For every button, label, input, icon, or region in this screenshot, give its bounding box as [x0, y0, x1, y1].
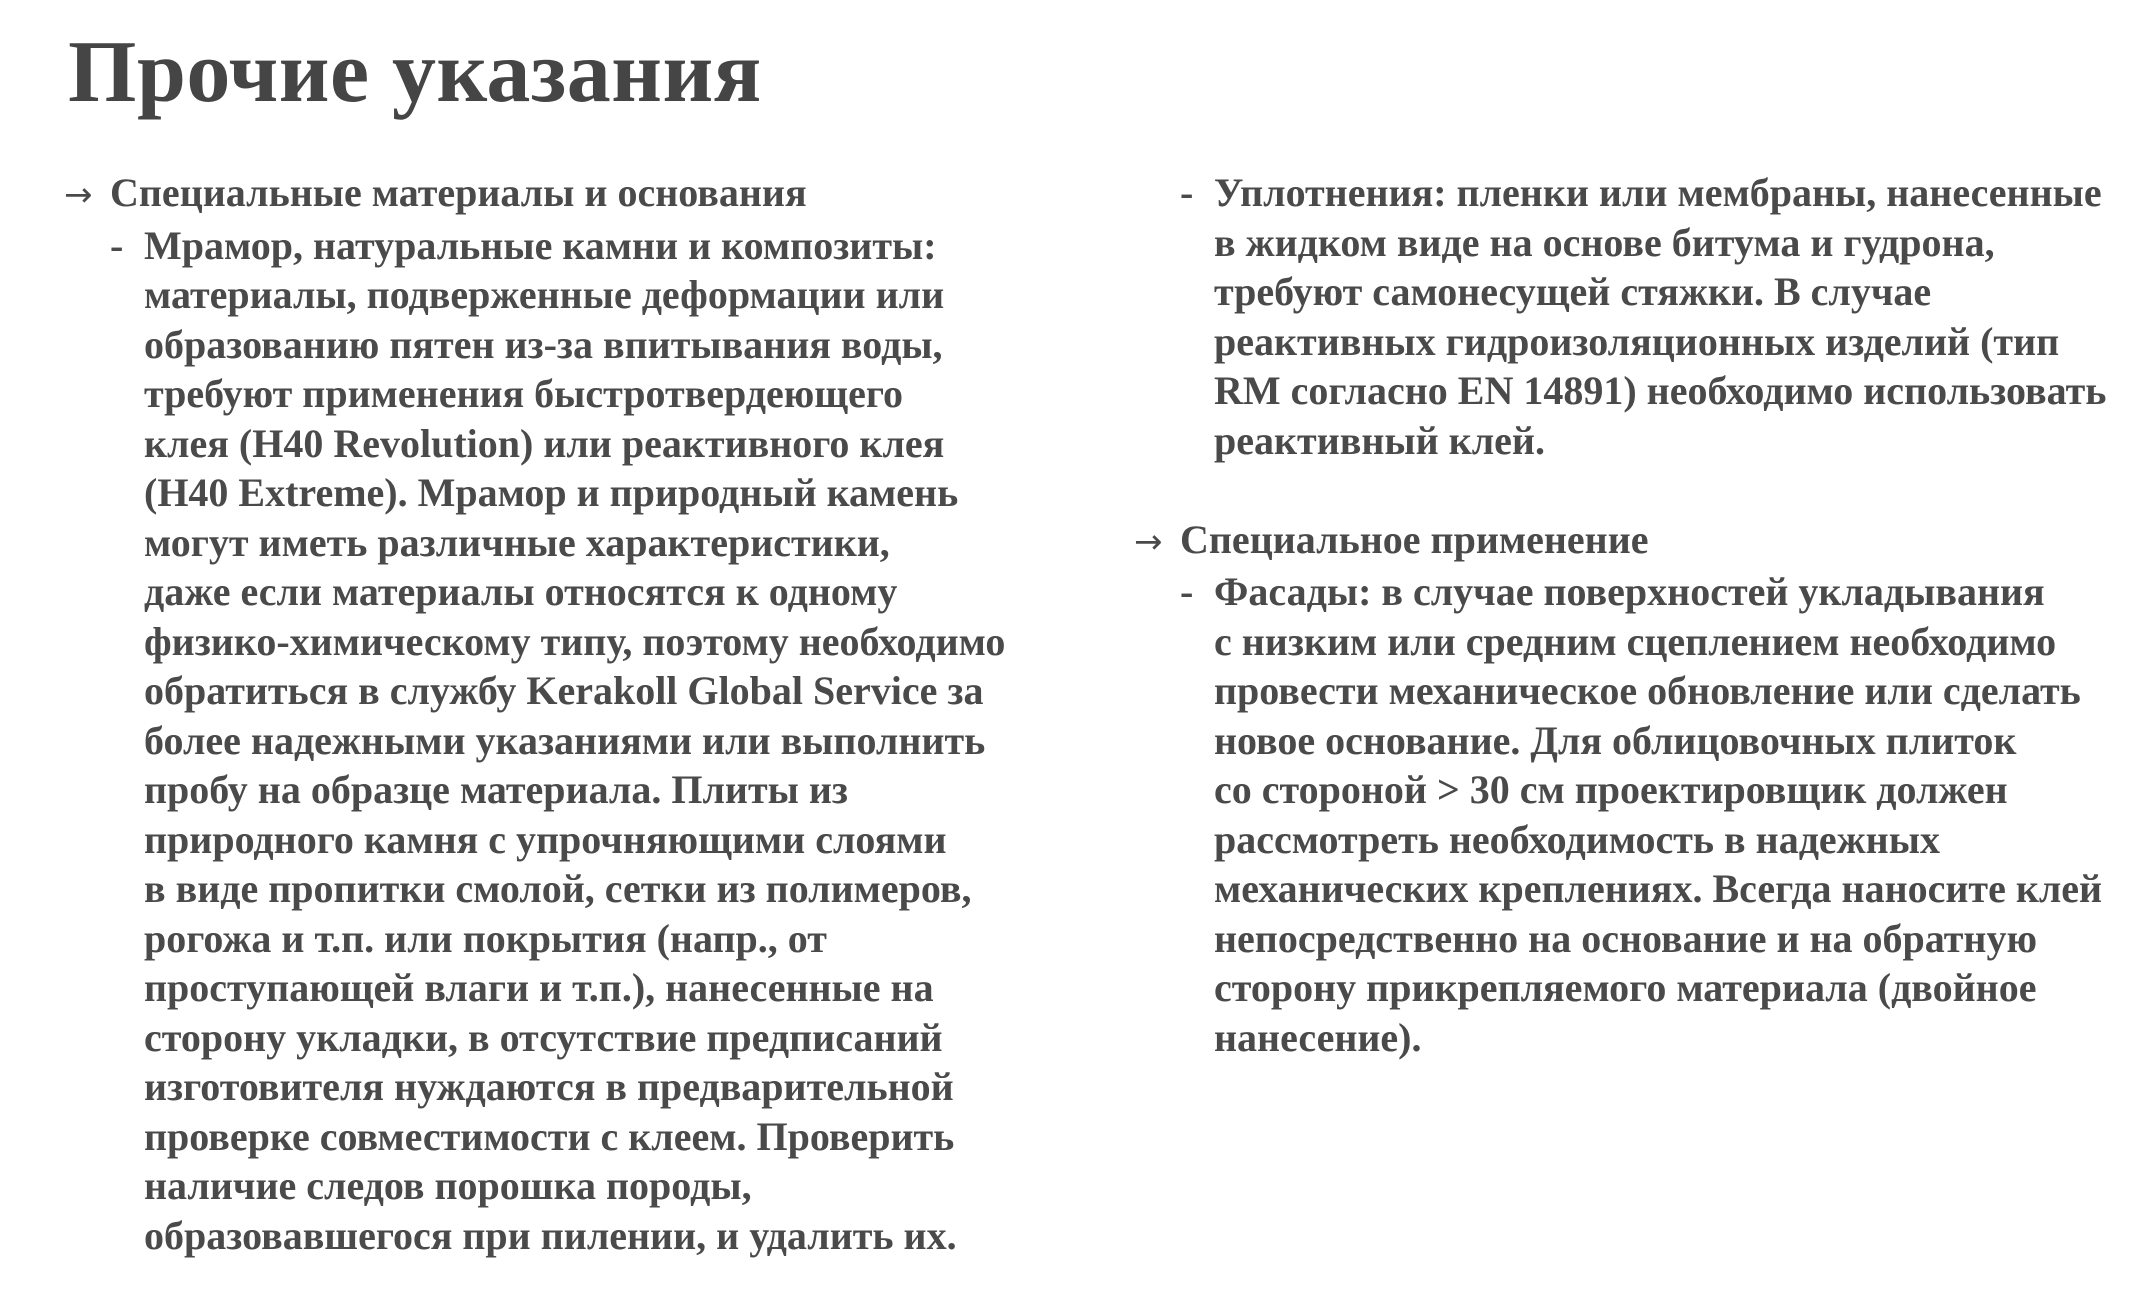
text-line: провести механическое обновление или сделать: [1214, 668, 2081, 713]
text-line: с низким или средним сцеплением необходимо: [1214, 618, 2057, 664]
text-line: рассмотреть необходимость в надежных: [1214, 816, 1940, 862]
text-line: сторону укладки, в отсутствие предписаний: [144, 1014, 943, 1060]
text-line: непосредственно на основание и на обратную: [1214, 915, 2038, 961]
text-line: реактивный клей.: [1214, 417, 1545, 463]
text-line: RM согласно EN 14891) необходимо использовать: [1214, 368, 2107, 413]
section-heading-text: Специальное применение: [1180, 516, 1649, 562]
text-line: Мрамор, натуральные камни и композиты:: [144, 222, 937, 268]
text-line: проступающей влаги и т.п.), нанесенные на: [144, 965, 934, 1010]
text-line: материалы, подверженные деформации или: [144, 272, 945, 317]
page-title: Прочие указания: [68, 24, 762, 121]
bullet-dash: -: [1180, 569, 1194, 614]
text-line: (H40 Extreme). Мрамор и природный камень: [144, 470, 959, 515]
text-line: новое основание. Для облицовочных плиток: [1214, 717, 2017, 763]
text-line: наличие следов порошка породы,: [144, 1163, 752, 1208]
bullet-facades: [1180, 567, 2134, 1062]
text-line: со стороной > 30 см проектировщик должен: [1214, 767, 2008, 812]
bullet-sealings: [1180, 168, 2134, 465]
text-line: более надежными указаниями или выполнить: [144, 717, 986, 763]
text-line: требуют применения быстротвердеющего: [144, 371, 903, 416]
text-line: проверке совместимости с клеем. Проверить: [144, 1113, 955, 1159]
section-spacer: [1134, 465, 2134, 515]
text-line: нанесение).: [1214, 1014, 1422, 1060]
text-line: клея (H40 Revolution) или реактивного клея: [144, 420, 945, 466]
text-line: изготовителя нуждаются в предварительной: [144, 1064, 954, 1109]
bullet-text: [1214, 168, 2134, 465]
bullet-dash: -: [110, 222, 124, 268]
section-heading-special-materials: [64, 168, 1064, 221]
bullet-text: [1214, 567, 2134, 1062]
bullet-marble-stones: [110, 221, 1064, 1261]
text-line: могут иметь различные характеристики,: [144, 519, 890, 565]
text-line: в виде пропитки смолой, сетки из полимеров,: [144, 866, 972, 911]
text-line: образовавшегося при пилении, и удалить их.: [144, 1212, 957, 1258]
arrow-right-icon: →: [1134, 521, 1163, 562]
text-line: требуют самонесущей стяжки. В случае: [1214, 269, 1932, 314]
text-line: Уплотнения: пленки или мембраны, нанесенные: [1214, 170, 2102, 215]
section-heading-text: Специальные материалы и основания: [110, 170, 807, 215]
text-line: Фасады: в случае поверхностей укладывания: [1214, 569, 2045, 614]
text-line: образованию пятен из-за впитывания воды,: [144, 321, 943, 367]
section-heading-special-application: [1134, 515, 2134, 568]
text-line: механических креплениях. Всегда наносите клей: [1214, 866, 2103, 911]
text-line: в жидком виде на основе битума и гудрона,: [1214, 219, 1995, 265]
text-line: сторону прикрепляемого материала (двойное: [1214, 965, 2037, 1010]
arrow-right-icon: →: [64, 175, 93, 215]
text-line: природного камня с упрочняющими слоями: [144, 816, 947, 862]
right-column: [1134, 168, 2134, 1062]
text-line: даже если материалы относятся к одному: [144, 569, 898, 614]
bullet-dash: -: [1180, 170, 1194, 215]
text-line: реактивных гидроизоляционных изделий (тип: [1214, 318, 2060, 364]
bullet-text: [144, 221, 1064, 1261]
text-line: пробу на образце материала. Плиты из: [144, 767, 848, 812]
text-line: физико-химическому типу, поэтому необходимо: [144, 618, 1006, 664]
left-column: [64, 168, 1064, 1260]
text-line: обратиться в службу Kerakoll Global Service за: [144, 668, 984, 713]
text-line: рогожа и т.п. или покрытия (напр., от: [144, 915, 827, 961]
